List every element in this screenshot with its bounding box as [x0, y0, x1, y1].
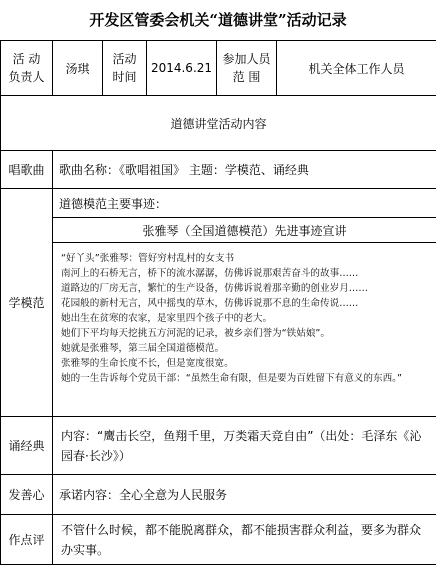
story-paragraph: 花园般的新村无言，风中摇曳的草木，仿佛诉说那不息的生命传说…… [61, 298, 359, 309]
pledge-row [1, 475, 436, 515]
song-label: 唱歌曲 [1, 151, 53, 189]
song-text: 歌曲名称：《歌唱祖国》 主题：学模范、诵经典 [53, 151, 436, 189]
story-paragraph: 她的一生告诉每个党员干部：“虽然生命有限，但是要为百姓留下有意义的东西。” [61, 373, 402, 384]
comment-row [1, 515, 436, 565]
content-header: 道德讲堂活动内容 [1, 96, 436, 151]
story-paragraph: 她就是张雅琴，第三届全国道德模范。 [61, 343, 225, 354]
model-row [1, 189, 436, 417]
leader-value: 汤琪 [53, 41, 103, 96]
story-paragraph: 张雅琴的生命长度不长，但是宽度很宽。 [61, 358, 234, 369]
leader-label: 活 动 负责人 [1, 41, 53, 96]
story-paragraph: 南河上的石桥无言，桥下的流水潺潺，仿佛诉说那艰苦奋斗的故事…… [61, 268, 359, 279]
participants-value: 机关全体工作人员 [277, 41, 436, 96]
model-name-line: 张雅琴（全国道德模范）先进事迹宣讲 [53, 217, 436, 243]
recite-text: 内容：“鹰击长空，鱼翔千里，万类霜天竞自由”（出处：毛泽东《沁园春·长沙》） [53, 417, 436, 475]
pledge-text: 承诺内容：全心全意为人民服务 [53, 475, 436, 515]
story-paragraph: 道路边的厂房无言，繁忙的生产设备，仿佛诉说着那辛勤的创业岁月…… [61, 283, 368, 294]
pledge-label: 发善心 [1, 475, 53, 515]
participants-label: 参加人员 范 围 [217, 41, 277, 96]
comment-text: 不管什么时候，都不能脱离群众，都不能损害群众利益，要多为群众办实事。 [53, 515, 436, 565]
recite-label: 诵经典 [1, 417, 53, 475]
story-paragraph: “好丫头”张雅琴：管好穷村乱村的女支书 [61, 253, 235, 264]
model-content [53, 189, 436, 417]
song-row [1, 151, 436, 189]
time-value: 2014.6.21 [147, 41, 217, 96]
story-paragraph: 她们下平均每天挖挑五方河泥的记录，被乡亲们誉为“铁姑娘”。 [61, 328, 330, 339]
comment-label: 作点评 [1, 515, 53, 565]
model-story [53, 243, 436, 390]
content-header-row [1, 96, 436, 151]
time-label: 活动 时间 [103, 41, 147, 96]
recite-row [1, 417, 436, 475]
meta-row [1, 41, 436, 96]
model-header: 道德模范主要事迹： [59, 197, 168, 211]
story-paragraph: 她出生在贫寒的农家，是家里四个孩子中的老大。 [61, 313, 273, 324]
model-label: 学模范 [1, 189, 53, 417]
page-title: 开发区管委会机关“道德讲堂”活动记录 [89, 11, 347, 29]
activity-record-table [0, 40, 436, 565]
